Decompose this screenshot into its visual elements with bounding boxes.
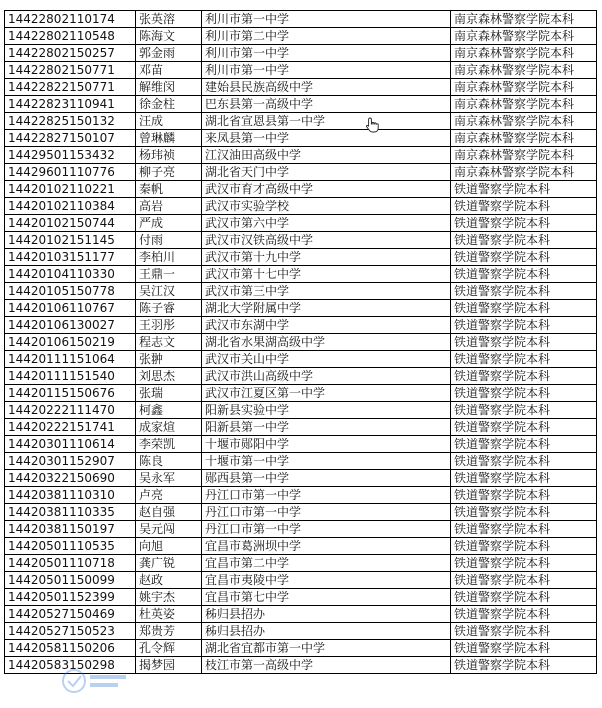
admission-college-cell: 铁道警察学院本科 xyxy=(451,419,597,436)
admission-college-cell: 铁道警察学院本科 xyxy=(451,368,597,385)
student-name-cell: 赵政 xyxy=(136,572,202,589)
table-row xyxy=(5,62,597,79)
student-name-cell: 刘思杰 xyxy=(136,368,202,385)
student-name-cell: 赵自强 xyxy=(136,504,202,521)
table-row xyxy=(5,606,597,623)
admission-college-cell: 铁道警察学院本科 xyxy=(451,589,597,606)
admission-college-cell: 铁道警察学院本科 xyxy=(451,504,597,521)
table-row xyxy=(5,640,597,657)
student-name-cell: 卢亮 xyxy=(136,487,202,504)
school-cell: 十堰市郧阳中学 xyxy=(202,436,451,453)
exam-number-cell: 14420102110221 xyxy=(5,181,136,198)
school-cell: 江汉油田高级中学 xyxy=(202,147,451,164)
student-name-cell: 王羽彤 xyxy=(136,317,202,334)
table-row xyxy=(5,96,597,113)
admission-college-cell: 南京森林警察学院本科 xyxy=(451,28,597,45)
student-name-cell: 吴永军 xyxy=(136,470,202,487)
exam-number-cell: 14420104110330 xyxy=(5,266,136,283)
exam-number-cell: 14420381110310 xyxy=(5,487,136,504)
table-row xyxy=(5,368,597,385)
student-name-cell: 揭梦园 xyxy=(136,657,202,674)
student-name-cell: 张翀 xyxy=(136,351,202,368)
student-name-cell: 秦帆 xyxy=(136,181,202,198)
exam-number-cell: 14420115150676 xyxy=(5,385,136,402)
table-row xyxy=(5,283,597,300)
school-cell: 武汉市洪山高级中学 xyxy=(202,368,451,385)
exam-number-cell: 14420527150469 xyxy=(5,606,136,623)
admission-college-cell: 铁道警察学院本科 xyxy=(451,215,597,232)
student-name-cell: 李柏川 xyxy=(136,249,202,266)
student-name-cell: 柯鑫 xyxy=(136,402,202,419)
admission-college-cell: 南京森林警察学院本科 xyxy=(451,45,597,62)
student-name-cell: 高岩 xyxy=(136,198,202,215)
table-row xyxy=(5,572,597,589)
admission-college-cell: 铁道警察学院本科 xyxy=(451,317,597,334)
exam-number-cell: 14422802150771 xyxy=(5,62,136,79)
table-row xyxy=(5,351,597,368)
school-cell: 利川市第一中学 xyxy=(202,62,451,79)
exam-number-cell: 14422823110941 xyxy=(5,96,136,113)
school-cell: 建始县民族高级中学 xyxy=(202,79,451,96)
exam-number-cell: 14420527150523 xyxy=(5,623,136,640)
student-name-cell: 成家煊 xyxy=(136,419,202,436)
admission-list-table xyxy=(4,10,597,674)
school-cell: 来凤县第一中学 xyxy=(202,130,451,147)
exam-number-cell: 14420102151145 xyxy=(5,232,136,249)
exam-number-cell: 14420102110384 xyxy=(5,198,136,215)
watermark-logo xyxy=(60,666,130,696)
admission-college-cell: 铁道警察学院本科 xyxy=(451,232,597,249)
school-cell: 宜昌市葛洲坝中学 xyxy=(202,538,451,555)
student-name-cell: 姚宇杰 xyxy=(136,589,202,606)
table-row xyxy=(5,419,597,436)
exam-number-cell: 14422827150107 xyxy=(5,130,136,147)
student-name-cell: 龚广锐 xyxy=(136,555,202,572)
admission-college-cell: 南京森林警察学院本科 xyxy=(451,147,597,164)
school-cell: 湖北省宜都市第一中学 xyxy=(202,640,451,657)
admission-college-cell: 南京森林警察学院本科 xyxy=(451,113,597,130)
student-name-cell: 张英溶 xyxy=(136,11,202,28)
school-cell: 武汉市第三中学 xyxy=(202,283,451,300)
school-cell: 丹江口市第一中学 xyxy=(202,504,451,521)
table-row xyxy=(5,555,597,572)
exam-number-cell: 14420501150099 xyxy=(5,572,136,589)
admission-college-cell: 南京森林警察学院本科 xyxy=(451,96,597,113)
exam-number-cell: 14420106150219 xyxy=(5,334,136,351)
school-cell: 武汉市实验学校 xyxy=(202,198,451,215)
admission-college-cell: 铁道警察学院本科 xyxy=(451,640,597,657)
exam-number-cell: 14429601110776 xyxy=(5,164,136,181)
admission-college-cell: 铁道警察学院本科 xyxy=(451,351,597,368)
student-name-cell: 陈子睿 xyxy=(136,300,202,317)
student-name-cell: 张瑞 xyxy=(136,385,202,402)
school-cell: 丹江口市第一中学 xyxy=(202,521,451,538)
exam-number-cell: 14420381150197 xyxy=(5,521,136,538)
exam-number-cell: 14420322150690 xyxy=(5,470,136,487)
school-cell: 宜昌市第七中学 xyxy=(202,589,451,606)
exam-number-cell: 14429501153432 xyxy=(5,147,136,164)
admission-college-cell: 铁道警察学院本科 xyxy=(451,470,597,487)
admission-college-cell: 南京森林警察学院本科 xyxy=(451,79,597,96)
school-cell: 武汉市江夏区第一中学 xyxy=(202,385,451,402)
table-row xyxy=(5,385,597,402)
student-name-cell: 严成 xyxy=(136,215,202,232)
school-cell: 枝江市第一高级中学 xyxy=(202,657,451,674)
table-body xyxy=(5,11,597,674)
table-row xyxy=(5,521,597,538)
school-cell: 利川市第一中学 xyxy=(202,11,451,28)
exam-number-cell: 14420106110767 xyxy=(5,300,136,317)
table-row xyxy=(5,266,597,283)
student-name-cell: 郭金雨 xyxy=(136,45,202,62)
student-name-cell: 杜英姿 xyxy=(136,606,202,623)
school-cell: 武汉市汉铁高级中学 xyxy=(202,232,451,249)
exam-number-cell: 14420102150744 xyxy=(5,215,136,232)
school-cell: 秭归县招办 xyxy=(202,606,451,623)
exam-number-cell: 14420501110718 xyxy=(5,555,136,572)
admission-college-cell: 铁道警察学院本科 xyxy=(451,555,597,572)
student-name-cell: 郑贵芳 xyxy=(136,623,202,640)
hand-pointer-icon xyxy=(364,117,382,133)
exam-number-cell: 14420111151540 xyxy=(5,368,136,385)
table-row xyxy=(5,215,597,232)
school-cell: 武汉市关山中学 xyxy=(202,351,451,368)
table-row xyxy=(5,164,597,181)
student-name-cell: 杨玮祯 xyxy=(136,147,202,164)
table-row xyxy=(5,436,597,453)
table-row xyxy=(5,504,597,521)
exam-number-cell: 14420105150778 xyxy=(5,283,136,300)
student-name-cell: 解维闵 xyxy=(136,79,202,96)
school-cell: 湖北省水果湖高级中学 xyxy=(202,334,451,351)
admission-college-cell: 铁道警察学院本科 xyxy=(451,198,597,215)
table-row xyxy=(5,402,597,419)
admission-college-cell: 铁道警察学院本科 xyxy=(451,334,597,351)
student-name-cell: 曾琳麟 xyxy=(136,130,202,147)
student-name-cell: 王鼎一 xyxy=(136,266,202,283)
exam-number-cell: 14420501152399 xyxy=(5,589,136,606)
table-row xyxy=(5,538,597,555)
school-cell: 武汉市第十九中学 xyxy=(202,249,451,266)
school-cell: 武汉市育才高级中学 xyxy=(202,181,451,198)
admission-college-cell: 南京森林警察学院本科 xyxy=(451,164,597,181)
admission-college-cell: 铁道警察学院本科 xyxy=(451,606,597,623)
admission-college-cell: 南京森林警察学院本科 xyxy=(451,130,597,147)
student-name-cell: 邓苗 xyxy=(136,62,202,79)
exam-number-cell: 14420381110335 xyxy=(5,504,136,521)
school-cell: 湖北省天门中学 xyxy=(202,164,451,181)
school-cell: 武汉市东湖中学 xyxy=(202,317,451,334)
table-row xyxy=(5,79,597,96)
student-name-cell: 吴元闯 xyxy=(136,521,202,538)
school-cell: 武汉市第六中学 xyxy=(202,215,451,232)
admission-college-cell: 铁道警察学院本科 xyxy=(451,402,597,419)
school-cell: 宜昌市第二中学 xyxy=(202,555,451,572)
school-cell: 武汉市第十七中学 xyxy=(202,266,451,283)
school-cell: 十堰市第一中学 xyxy=(202,453,451,470)
student-name-cell: 陈海文 xyxy=(136,28,202,45)
admission-college-cell: 南京森林警察学院本科 xyxy=(451,11,597,28)
school-cell: 郧西县第一中学 xyxy=(202,470,451,487)
table-row xyxy=(5,130,597,147)
exam-number-cell: 14422802110174 xyxy=(5,11,136,28)
exam-number-cell: 14420583150298 xyxy=(5,657,136,674)
admission-college-cell: 铁道警察学院本科 xyxy=(451,249,597,266)
school-cell: 利川市第二中学 xyxy=(202,28,451,45)
student-name-cell: 柳子亮 xyxy=(136,164,202,181)
exam-number-cell: 14422802150257 xyxy=(5,45,136,62)
school-cell: 宜昌市夷陵中学 xyxy=(202,572,451,589)
table-row xyxy=(5,232,597,249)
table-row xyxy=(5,470,597,487)
admission-college-cell: 南京森林警察学院本科 xyxy=(451,62,597,79)
student-name-cell: 陈良 xyxy=(136,453,202,470)
table-row xyxy=(5,487,597,504)
table-row xyxy=(5,45,597,62)
student-name-cell: 向旭 xyxy=(136,538,202,555)
school-cell: 阳新县实验中学 xyxy=(202,402,451,419)
admission-college-cell: 铁道警察学院本科 xyxy=(451,572,597,589)
table-row xyxy=(5,317,597,334)
admission-college-cell: 铁道警察学院本科 xyxy=(451,623,597,640)
exam-number-cell: 14422802110548 xyxy=(5,28,136,45)
admission-college-cell: 铁道警察学院本科 xyxy=(451,453,597,470)
school-cell: 湖北省宣恩县第一中学 xyxy=(202,113,451,130)
table-row xyxy=(5,453,597,470)
school-cell: 阳新县第一中学 xyxy=(202,419,451,436)
student-name-cell: 徐金柱 xyxy=(136,96,202,113)
exam-number-cell: 14420501110535 xyxy=(5,538,136,555)
table-row xyxy=(5,11,597,28)
school-cell: 秭归县招办 xyxy=(202,623,451,640)
table-row xyxy=(5,28,597,45)
exam-number-cell: 14420103151177 xyxy=(5,249,136,266)
admission-college-cell: 铁道警察学院本科 xyxy=(451,487,597,504)
student-name-cell: 程志文 xyxy=(136,334,202,351)
student-name-cell: 汪成 xyxy=(136,113,202,130)
school-cell: 湖北大学附属中学 xyxy=(202,300,451,317)
admission-college-cell: 铁道警察学院本科 xyxy=(451,538,597,555)
admission-college-cell: 铁道警察学院本科 xyxy=(451,283,597,300)
table-row xyxy=(5,249,597,266)
exam-number-cell: 14420301152907 xyxy=(5,453,136,470)
admission-college-cell: 铁道警察学院本科 xyxy=(451,436,597,453)
admission-college-cell: 铁道警察学院本科 xyxy=(451,385,597,402)
exam-number-cell: 14422822150771 xyxy=(5,79,136,96)
exam-number-cell: 14420111151064 xyxy=(5,351,136,368)
table-row xyxy=(5,113,597,130)
exam-number-cell: 14420106130027 xyxy=(5,317,136,334)
admission-college-cell: 铁道警察学院本科 xyxy=(451,657,597,674)
school-cell: 利川市第一中学 xyxy=(202,45,451,62)
table-row xyxy=(5,147,597,164)
table-row xyxy=(5,300,597,317)
student-name-cell: 付雨 xyxy=(136,232,202,249)
admission-college-cell: 铁道警察学院本科 xyxy=(451,300,597,317)
exam-number-cell: 14420581150206 xyxy=(5,640,136,657)
admission-college-cell: 铁道警察学院本科 xyxy=(451,521,597,538)
student-name-cell: 吴江汉 xyxy=(136,283,202,300)
table-row xyxy=(5,181,597,198)
school-cell: 巴东县第一高级中学 xyxy=(202,96,451,113)
admission-college-cell: 铁道警察学院本科 xyxy=(451,266,597,283)
exam-number-cell: 14422825150132 xyxy=(5,113,136,130)
student-name-cell: 李荣凯 xyxy=(136,436,202,453)
table-row xyxy=(5,623,597,640)
table-row xyxy=(5,334,597,351)
table-row xyxy=(5,198,597,215)
exam-number-cell: 14420222151741 xyxy=(5,419,136,436)
admission-college-cell: 铁道警察学院本科 xyxy=(451,181,597,198)
exam-number-cell: 14420222111470 xyxy=(5,402,136,419)
school-cell: 丹江口市第一中学 xyxy=(202,487,451,504)
table-row xyxy=(5,589,597,606)
student-name-cell: 孔令辉 xyxy=(136,640,202,657)
exam-number-cell: 14420301110614 xyxy=(5,436,136,453)
